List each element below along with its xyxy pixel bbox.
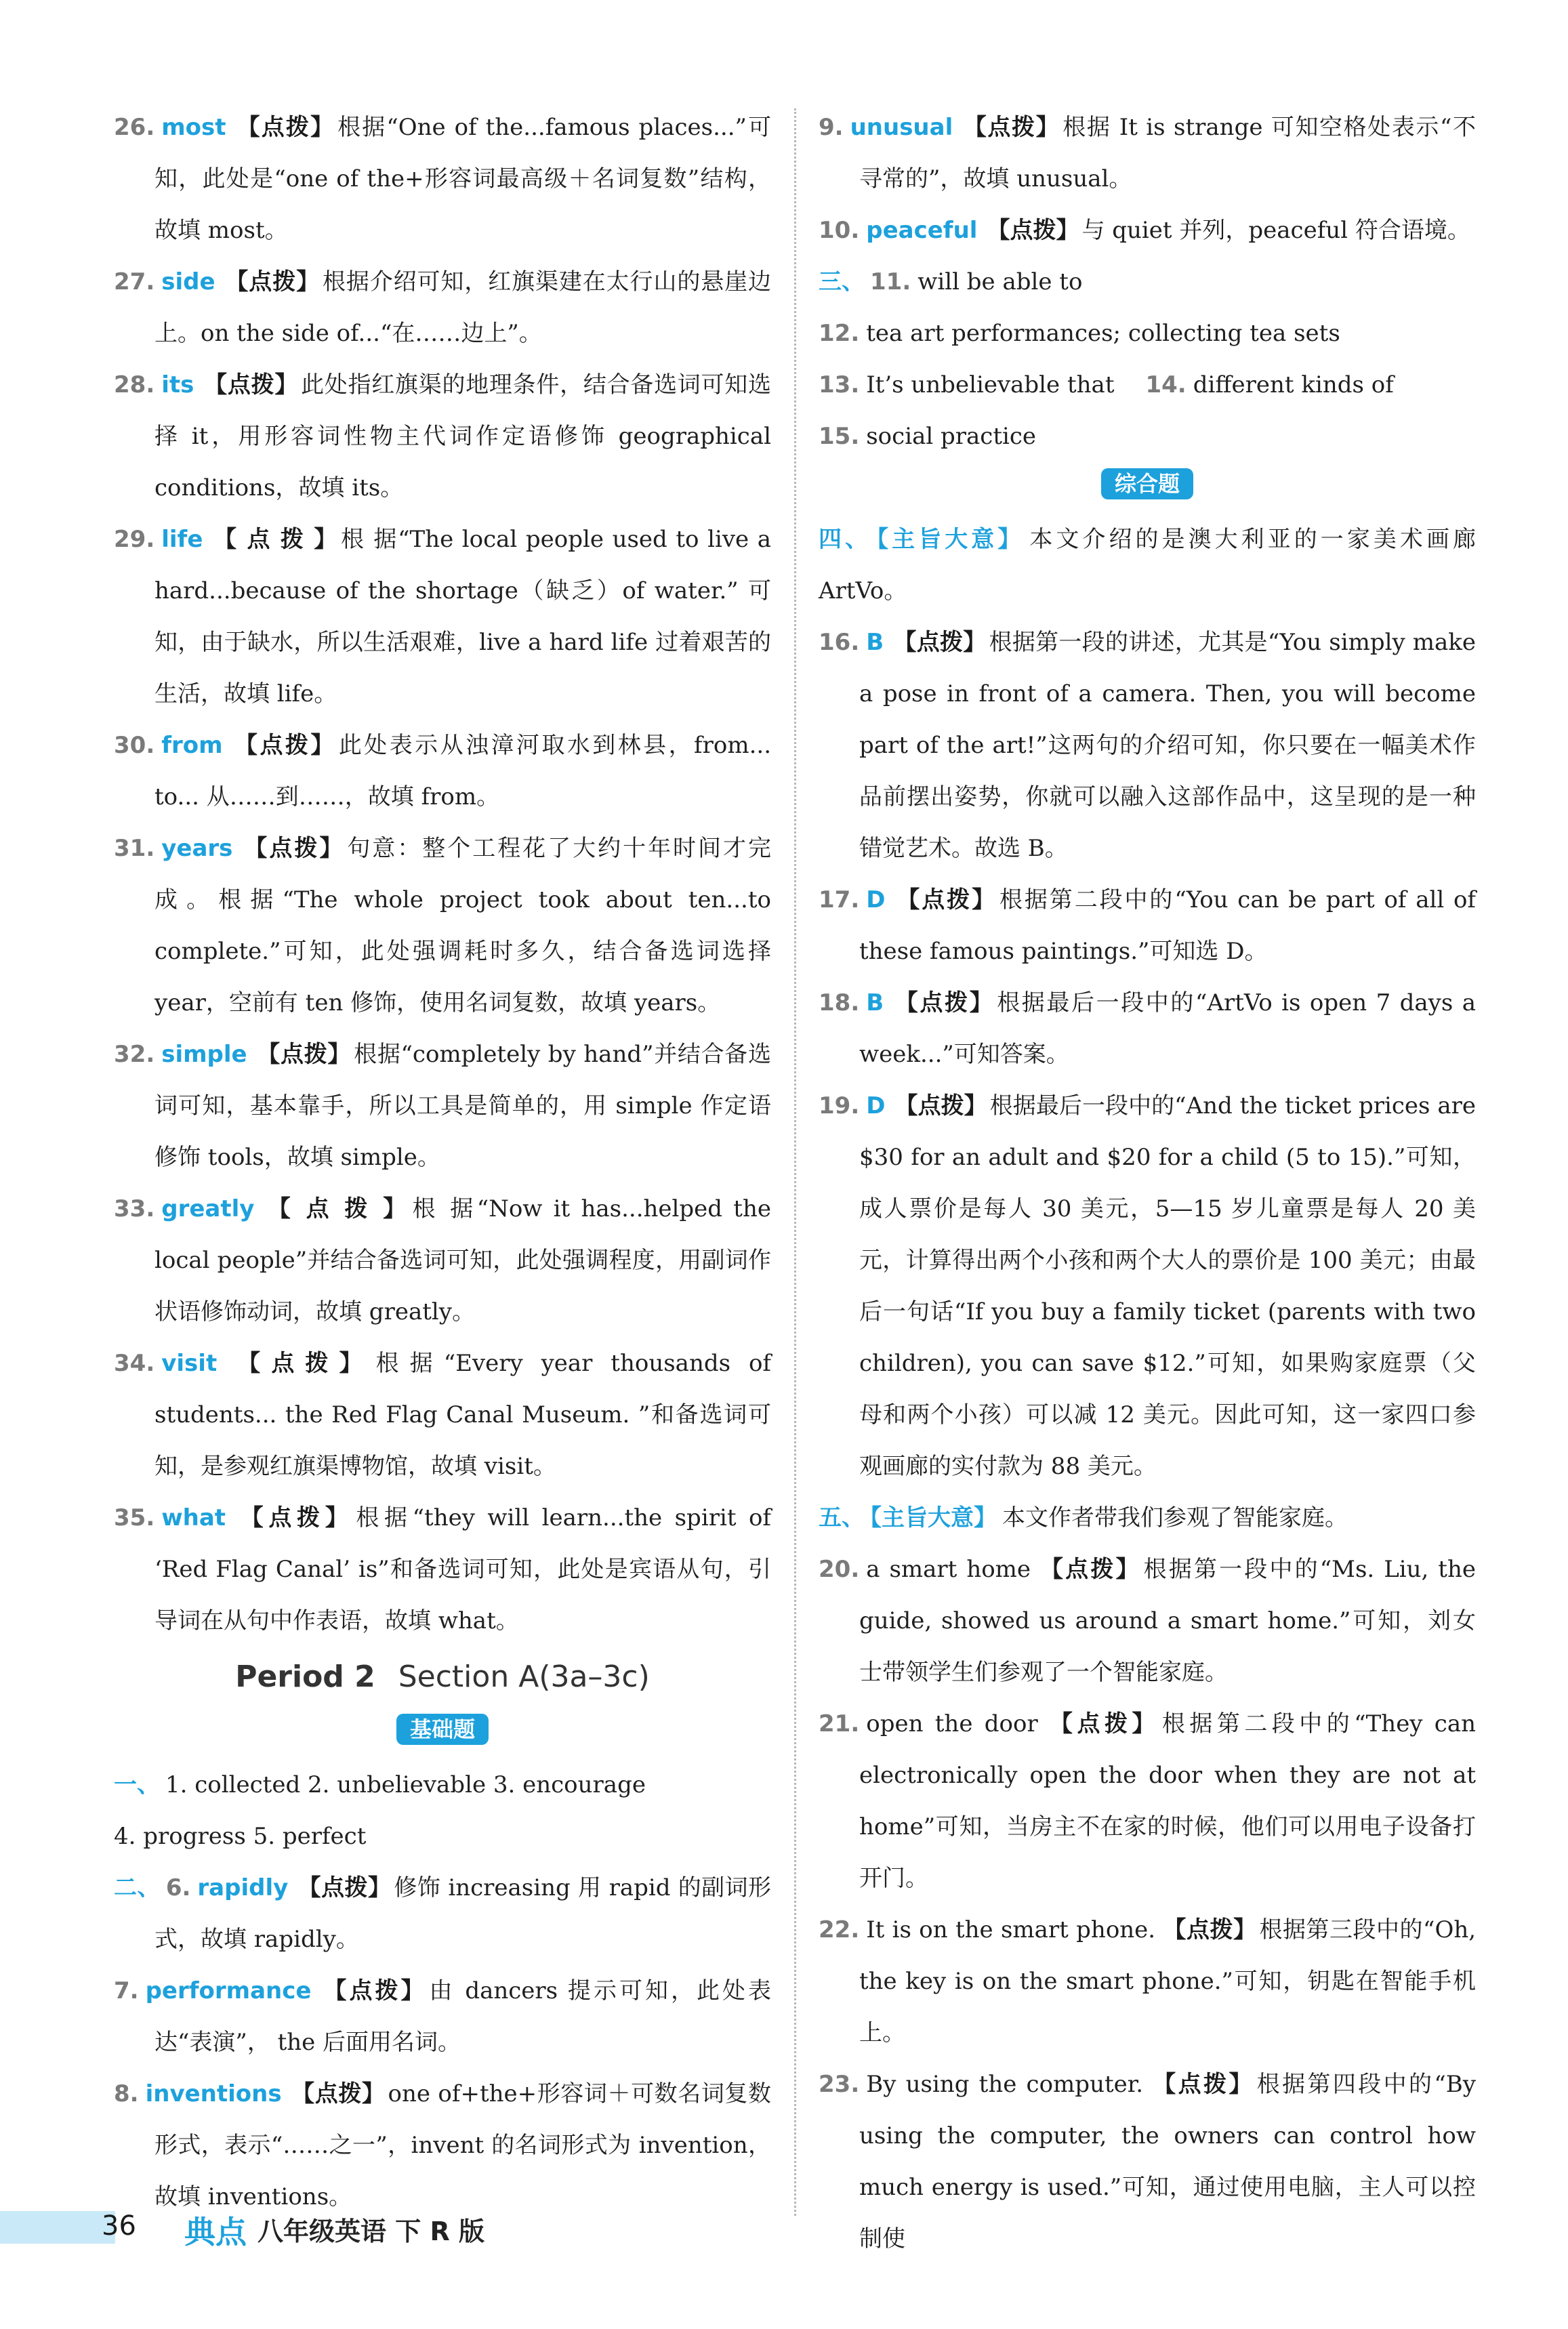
answer-item [114, 823, 771, 1029]
explanation: 根据“One of the...famous places...”可知，此处是“one of the+形容词最高级＋名词复数”结构，故填 most。 [154, 114, 772, 244]
answer-item [819, 1698, 1476, 1904]
item-number: 9. [819, 114, 844, 141]
explanation: one of+the+形容词＋可数名词复数形式，表示“……之一”，invent 的名词形式为 invention，故填 inventions。 [154, 2080, 772, 2210]
main-idea-text: 本文作者带我们参观了智能家庭。 [1002, 1504, 1348, 1531]
hint-tag: 【点拨】 [893, 989, 995, 1016]
answer-text: a smart home [866, 1556, 1031, 1583]
answer-item [114, 514, 771, 720]
answer-text: It is on the smart phone. [866, 1916, 1156, 1943]
page-number: 36 [102, 2210, 136, 2242]
hint-tag: 【点拨】 [224, 268, 320, 295]
item-number: 23. [819, 2071, 860, 2098]
hint-tag: 【点拨】 [1153, 2071, 1254, 2098]
answer-item [114, 1338, 771, 1492]
answer-item [114, 1492, 771, 1647]
item-number: 18. [819, 989, 860, 1016]
answer-item [819, 874, 1476, 977]
answer: from [161, 732, 223, 759]
answer-item [114, 1183, 771, 1338]
explanation: 根据第四段中的“By using the computer, the owners can control how much energy is used.”可知，通过使用电脑，主人可以控制使 [859, 2071, 1477, 2252]
answer-text: will be able to [917, 268, 1083, 295]
item-number: 22. [819, 1916, 860, 1943]
item-number: 10. [819, 217, 860, 244]
explanation: 根据最后一段中的“ArtVo is open 7 days a week...”可知答案。 [859, 989, 1477, 1068]
comprehensive-badge: 综合题 [1101, 468, 1193, 499]
item-number: 8. [114, 2080, 139, 2107]
hint-tag: 【点拨】 [242, 835, 345, 862]
explanation: 与 quiet 并列，peaceful 符合语境。 [1081, 217, 1470, 244]
answer: visit [161, 1350, 218, 1377]
answer: side [161, 268, 215, 295]
item-number: 13. [819, 371, 860, 398]
main-idea [819, 1492, 1476, 1544]
explanation: 根据第一段中的“Ms. Liu, the guide, showed us around a smart home.”可知，刘女士带领学生们参观了一个智能家庭。 [859, 1556, 1476, 1686]
item-number: 27. [114, 268, 155, 295]
answer-item [819, 617, 1476, 874]
section-number: 二、 [114, 1874, 161, 1901]
explanation: 根据介绍可知，红旗渠建在太行山的悬崖边上。on the side of...“在……边上”。 [154, 268, 772, 347]
item-number: 32. [114, 1041, 155, 1068]
answer: rapidly [197, 1874, 289, 1901]
answer-item [819, 977, 1476, 1080]
explanation: 根据“they will learn...the spirit of ‘Red Flag Canal’ is”和备选词可知，此处是宾语从句，引导词在从句中作表语，故填 what。 [154, 1504, 772, 1634]
answer: most [161, 114, 226, 141]
answer-item [114, 1862, 771, 1965]
answer-item [114, 359, 771, 514]
answer-item [819, 1904, 1476, 2059]
explanation: 根 据“The local people used to live a hard...because of the shortage（缺乏）of water.” 可 知，由于缺水，所以生活艰难，live a hard life 过着艰苦的生活，故填 life。 [154, 526, 771, 707]
brand-logo: 典点 [184, 2214, 247, 2250]
item-number: 35. [114, 1504, 155, 1531]
explanation: 根据第三段中的“Oh, the key is on the smart phone.”可知，钥匙在智能手机上。 [859, 1916, 1477, 2046]
section-number: 四、 [819, 526, 872, 553]
answer-line [114, 1759, 771, 1811]
item-number: 33. [114, 1195, 155, 1222]
main-idea-text: 本文介绍的是澳大利亚的一家美术画廊 ArtVo。 [819, 526, 1477, 604]
answer-item [114, 2068, 771, 2223]
explanation: 根 据“Now it has...helped the local people”并结合备选词可知，此处强调程度，用副词作状语修饰动词，故填 greatly。 [154, 1195, 771, 1325]
answer: life [161, 526, 203, 553]
item-number: 19. [819, 1092, 860, 1119]
hint-tag: 【点拨】 [226, 1350, 373, 1377]
answer: inventions [145, 2080, 282, 2107]
answer-text: social practice [866, 423, 1037, 450]
answer-item [819, 1080, 1476, 1492]
explanation: 修饰 increasing 用 rapid 的副词形式，故填 rapidly。 [154, 1874, 772, 1953]
explanation: 根据 It is strange 可知空格处表示“不寻常的”，故填 unusual。 [859, 114, 1476, 192]
explanation: 根据第二段中的“You can be part of all of these famous paintings.”可知选 D。 [859, 886, 1477, 965]
section-number: 一、 [114, 1771, 160, 1798]
item-number: 17. [819, 886, 860, 913]
period-heading [114, 1647, 771, 1708]
answer-text: tea art performances; collecting tea sets [866, 320, 1340, 347]
answer-item [114, 1029, 771, 1183]
explanation: 根据最后一段中的“And the ticket prices are $30 for an adult and $20 for a child (5 to 15).”可知，成人票价是每人 30 美元，5—15 岁儿童票是每人 20 美元，计算得出两个小孩和两个大人的票价是 100 美元；由最后一句话“If you buy a family ticket (parents with two children), you can save $12.”可知，如果购家庭票（父母和两个小孩）可以减 12 美元。因此可知，这一家四口参观画廊的实付款为 88 美元。 [859, 1092, 1477, 1480]
item-number: 12. [819, 320, 860, 347]
answer: what [161, 1504, 226, 1531]
answer-text: By using the computer. [866, 2071, 1144, 2098]
period-label: Period 2 [235, 1660, 375, 1694]
explanation: 根据第一段的讲述，尤其是“You simply make a pose in front of a camera. Then, you will become part of the art!”这两句的介绍可知，你只要在一幅美术作品前摆出姿势，你就可以融入这部作品中，这呈现的是一种错觉艺术。故选 B。 [859, 629, 1476, 862]
answer-item [819, 102, 1476, 205]
answer-item [819, 1544, 1476, 1698]
answer-line [819, 411, 1476, 462]
explanation: 根据“Every year thousands of students... the Red Flag Canal Museum. ”和备选词可知，是参观红旗渠博物馆，故填 visit。 [154, 1350, 771, 1480]
item-number: 14. [1145, 371, 1187, 398]
answer: years [161, 835, 233, 862]
hint-tag: 【点拨】 [1050, 1710, 1159, 1737]
hint-tag: 【点拨】 [203, 371, 299, 398]
answer: B [866, 989, 884, 1016]
hint-tag: 【点拨】 [1163, 1916, 1257, 1943]
book-title: 八年级英语 下 R 版 [257, 2217, 484, 2246]
item-number: 28. [114, 371, 155, 398]
hint-tag: 【点拨】 [235, 114, 335, 141]
item-number: 26. [114, 114, 155, 141]
answer-text: different kinds of [1193, 371, 1394, 398]
hint-tag: 【点拨】 [987, 217, 1079, 244]
item-number: 20. [819, 1556, 860, 1583]
item-number: 15. [819, 423, 860, 450]
hint-tag: 【点拨】 [235, 1504, 354, 1531]
explanation: 此处指红旗渠的地理条件，结合备选词可知选择 it，用形容词性物主代词作定语修饰 geographical conditions，故填 its。 [154, 371, 772, 501]
answer: B [866, 629, 884, 656]
answer: peaceful [866, 217, 978, 244]
section-number: 五、 [819, 1504, 865, 1531]
answer-line [819, 359, 1476, 411]
hint-tag: 【点拨】 [893, 629, 987, 656]
column-divider [794, 108, 796, 2216]
left-column [114, 102, 771, 2223]
answer: simple [161, 1041, 247, 1068]
hint-tag: 【 点 拨 】 [264, 1195, 410, 1222]
item-number: 6. [165, 1874, 191, 1901]
answer: D [866, 886, 886, 913]
hint-tag: 【点拨】 [1040, 1556, 1141, 1583]
answer-item [114, 1965, 771, 2068]
hint-tag: 【 点 拨 】 [212, 526, 339, 553]
answer-text: It’s unbelievable that [866, 371, 1115, 398]
answer: performance [145, 1977, 312, 2004]
answer-item [819, 205, 1476, 256]
explanation: 由 dancers 提示可知，此处表达“表演”， the 后面用名词。 [154, 1977, 771, 2056]
right-column [819, 102, 1476, 2265]
hint-tag: 【点拨】 [321, 1977, 427, 2004]
answer-line [819, 256, 1476, 308]
answer-text: 1. collected 2. unbelievable 3. encourage [165, 1771, 646, 1798]
explanation: 根据“completely by hand”并结合备选词可知，基本靠手，所以工具是简单的，用 simple 作定语修饰 tools，故填 simple。 [154, 1041, 772, 1171]
answer-line [819, 308, 1476, 359]
section-number: 三、 [819, 268, 865, 295]
answer-item [114, 102, 771, 256]
item-number: 16. [819, 629, 860, 656]
hint-tag: 【点拨】 [894, 886, 997, 913]
answer-text: 4. progress 5. perfect [114, 1823, 367, 1850]
answer-text: open the door [866, 1710, 1038, 1737]
main-idea-tag: 【主旨大意】 [877, 526, 1025, 553]
footer-bar [0, 2211, 115, 2244]
hint-tag: 【点拨】 [297, 1874, 392, 1901]
item-number: 30. [114, 732, 155, 759]
hint-tag: 【点拨】 [256, 1041, 352, 1068]
answer: greatly [161, 1195, 255, 1222]
hint-tag: 【点拨】 [291, 2080, 386, 2107]
hint-tag: 【点拨】 [962, 114, 1060, 141]
answer-item [114, 256, 771, 359]
item-number: 7. [114, 1977, 139, 2004]
hint-tag: 【点拨】 [894, 1092, 987, 1119]
item-number: 11. [870, 268, 911, 295]
item-number: 29. [114, 526, 155, 553]
main-idea [819, 514, 1476, 617]
answer-line [114, 1811, 771, 1862]
answer: unusual [850, 114, 953, 141]
answer: its [161, 371, 194, 398]
explanation: 根据第二段中的“They can electronically open the door when they are not at home”可知，当房主不在家的时候，他们可以用电子设备打开门。 [859, 1710, 1477, 1892]
item-number: 21. [819, 1710, 860, 1737]
answer-item [819, 2059, 1476, 2265]
item-number: 31. [114, 835, 155, 862]
main-idea-tag: 【主旨大意】 [870, 1504, 997, 1531]
hint-tag: 【点拨】 [232, 732, 336, 759]
explanation: 此处表示从浊漳河取水到林县，from... to... 从……到……，故填 from。 [154, 732, 772, 810]
answer: D [866, 1092, 886, 1119]
item-number: 34. [114, 1350, 155, 1377]
section-label: Section A(3a–3c) [398, 1660, 650, 1694]
explanation: 句意：整个工程花了大约十年时间才完成。根据“The whole project took about ten...to complete.”可知，此处强调耗时多久，结合备选词选择 year，空前有 ten 修饰，使用名词复数，故填 years。 [154, 835, 772, 1016]
answer-item [114, 720, 771, 823]
basic-badge: 基础题 [396, 1714, 489, 1745]
